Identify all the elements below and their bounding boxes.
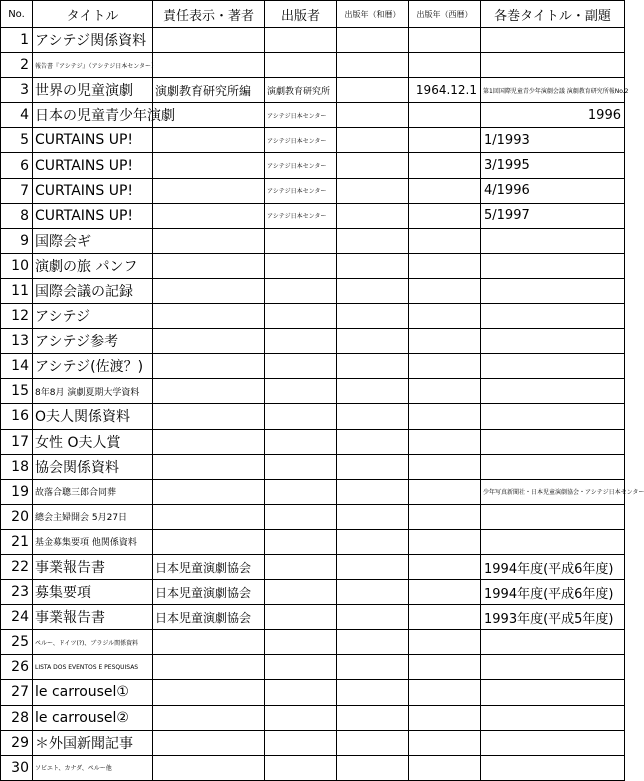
row-year-western	[409, 404, 481, 429]
table-row	[1, 228, 625, 253]
row-year-japanese	[337, 379, 409, 404]
table-row	[1, 454, 625, 479]
row-publisher	[265, 253, 337, 278]
row-author	[153, 705, 265, 730]
table-row	[1, 529, 625, 554]
row-year-western	[409, 580, 481, 605]
row-number: 1	[1, 28, 33, 53]
row-title: 協会関係資料	[33, 454, 153, 479]
row-publisher	[265, 228, 337, 253]
row-publisher	[265, 580, 337, 605]
row-author	[153, 153, 265, 178]
table-row	[1, 730, 625, 755]
row-publisher: アシテジ日本センター	[265, 203, 337, 228]
row-year-western	[409, 730, 481, 755]
row-author	[153, 479, 265, 504]
row-year-western	[409, 605, 481, 630]
row-title: 国際会ギ	[33, 228, 153, 253]
row-year-japanese	[337, 705, 409, 730]
row-year-japanese	[337, 329, 409, 354]
table-row	[1, 504, 625, 529]
row-volume-title	[481, 454, 625, 479]
row-year-western	[409, 153, 481, 178]
row-volume-title	[481, 28, 625, 53]
row-volume-title	[481, 404, 625, 429]
row-year-western	[409, 454, 481, 479]
row-title: アシテジ	[33, 304, 153, 329]
header-row	[1, 1, 625, 28]
table-row	[1, 379, 625, 404]
row-year-western	[409, 655, 481, 680]
row-volume-title: 5/1997	[481, 203, 625, 228]
row-year-western	[409, 680, 481, 705]
row-number: 17	[1, 429, 33, 454]
row-volume-title: 1/1993	[481, 128, 625, 153]
row-title: アシテジ(佐渡？)	[33, 354, 153, 379]
row-number: 19	[1, 479, 33, 504]
row-year-western	[409, 429, 481, 454]
row-author	[153, 529, 265, 554]
row-volume-title: 3/1995	[481, 153, 625, 178]
row-number: 4	[1, 103, 33, 128]
row-title: CURTAINS UP!	[33, 203, 153, 228]
row-author	[153, 253, 265, 278]
row-volume-title: 1993年度(平成5年度)	[481, 605, 625, 630]
row-volume-title	[481, 680, 625, 705]
row-year-western	[409, 103, 481, 128]
row-title: 總会主婦開会 5月27日	[33, 504, 153, 529]
row-author	[153, 404, 265, 429]
table-row	[1, 605, 625, 630]
row-author	[153, 329, 265, 354]
row-year-japanese	[337, 103, 409, 128]
row-title: 故落合聰三郎合同葬	[33, 479, 153, 504]
row-author	[153, 354, 265, 379]
row-year-western	[409, 203, 481, 228]
header-author: 責任表示・著者	[153, 1, 265, 28]
table-row	[1, 680, 625, 705]
row-number: 26	[1, 655, 33, 680]
row-number: 13	[1, 329, 33, 354]
row-title: 基金募集要項 他関係資料	[33, 529, 153, 554]
row-number: 6	[1, 153, 33, 178]
row-year-japanese	[337, 630, 409, 655]
row-year-western	[409, 329, 481, 354]
row-number: 23	[1, 580, 33, 605]
row-title: le carrousel②	[33, 705, 153, 730]
row-author	[153, 203, 265, 228]
row-volume-title	[481, 379, 625, 404]
table-row	[1, 203, 625, 228]
header-title: タイトル	[33, 1, 153, 28]
row-title: 募集要項	[33, 580, 153, 605]
table-row	[1, 755, 625, 780]
row-volume-title: 第1回国際児童青少年演劇会議 演劇教育研究所報No.2	[481, 78, 625, 103]
row-year-western	[409, 479, 481, 504]
row-publisher: アシテジ日本センター	[265, 103, 337, 128]
row-publisher	[265, 705, 337, 730]
row-number: 10	[1, 253, 33, 278]
table-row	[1, 580, 625, 605]
row-author	[153, 755, 265, 780]
row-number: 30	[1, 755, 33, 780]
row-year-western	[409, 178, 481, 203]
row-year-japanese	[337, 554, 409, 579]
row-number: 3	[1, 78, 33, 103]
row-volume-title	[481, 504, 625, 529]
row-number: 12	[1, 304, 33, 329]
table-row	[1, 655, 625, 680]
row-number: 11	[1, 278, 33, 303]
row-author	[153, 730, 265, 755]
row-number: 16	[1, 404, 33, 429]
row-volume-title	[481, 278, 625, 303]
row-year-japanese	[337, 479, 409, 504]
header-year-western: 出版年（西暦）	[409, 1, 481, 28]
row-year-western	[409, 379, 481, 404]
row-number: 14	[1, 354, 33, 379]
row-volume-title	[481, 630, 625, 655]
row-publisher	[265, 278, 337, 303]
row-year-japanese	[337, 504, 409, 529]
row-publisher	[265, 404, 337, 429]
table-row	[1, 103, 625, 128]
row-number: 28	[1, 705, 33, 730]
row-author	[153, 28, 265, 53]
row-year-western	[409, 28, 481, 53]
row-year-japanese	[337, 755, 409, 780]
table-row	[1, 253, 625, 278]
row-year-western	[409, 228, 481, 253]
row-volume-title: 1994年度(平成6年度)	[481, 554, 625, 579]
row-title: O夫人関係資料	[33, 404, 153, 429]
row-volume-title	[481, 329, 625, 354]
row-number: 7	[1, 178, 33, 203]
row-number: 9	[1, 228, 33, 253]
row-title: ペルー、ドイツ(?)、ブラジル関係資料	[33, 630, 153, 655]
row-year-western	[409, 504, 481, 529]
row-year-western	[409, 278, 481, 303]
row-number: 22	[1, 554, 33, 579]
row-publisher	[265, 529, 337, 554]
row-title: le carrousel①	[33, 680, 153, 705]
row-year-japanese	[337, 680, 409, 705]
row-year-japanese	[337, 278, 409, 303]
row-year-western	[409, 529, 481, 554]
row-publisher: アシテジ日本センター	[265, 178, 337, 203]
row-number: 24	[1, 605, 33, 630]
row-volume-title	[481, 228, 625, 253]
row-author: 日本児童演劇協会	[153, 554, 265, 579]
row-publisher	[265, 379, 337, 404]
row-author	[153, 454, 265, 479]
row-author	[153, 630, 265, 655]
row-author	[153, 228, 265, 253]
row-title: 8年8月 演劇夏期大学資料	[33, 379, 153, 404]
row-year-japanese	[337, 354, 409, 379]
row-year-japanese	[337, 304, 409, 329]
row-volume-title: 少年写真新聞社・日本児童演劇協会・アシテジ日本センター	[481, 479, 625, 504]
row-volume-title: 4/1996	[481, 178, 625, 203]
row-volume-title	[481, 705, 625, 730]
row-author	[153, 128, 265, 153]
table-row	[1, 404, 625, 429]
table-row	[1, 354, 625, 379]
row-publisher	[265, 755, 337, 780]
header-year-japanese: 出版年（和暦）	[337, 1, 409, 28]
row-year-western: 1964.12.1	[409, 78, 481, 103]
table-row	[1, 705, 625, 730]
row-year-japanese	[337, 28, 409, 53]
row-author	[153, 304, 265, 329]
row-year-japanese	[337, 78, 409, 103]
row-volume-title: 1994年度(平成6年度)	[481, 580, 625, 605]
row-number: 5	[1, 128, 33, 153]
row-title: アシテジ参考	[33, 329, 153, 354]
row-year-japanese	[337, 655, 409, 680]
row-year-japanese	[337, 404, 409, 429]
table-row	[1, 554, 625, 579]
row-volume-title	[481, 730, 625, 755]
row-volume-title	[481, 304, 625, 329]
row-year-japanese	[337, 429, 409, 454]
row-volume-title	[481, 429, 625, 454]
row-publisher	[265, 680, 337, 705]
row-publisher	[265, 730, 337, 755]
table-row	[1, 28, 625, 53]
row-year-japanese	[337, 153, 409, 178]
row-publisher	[265, 53, 337, 78]
table-row	[1, 429, 625, 454]
row-number: 29	[1, 730, 33, 755]
row-volume-title	[481, 655, 625, 680]
row-year-western	[409, 554, 481, 579]
table-row	[1, 178, 625, 203]
row-title: CURTAINS UP!	[33, 128, 153, 153]
row-year-japanese	[337, 228, 409, 253]
row-number: 27	[1, 680, 33, 705]
row-year-japanese	[337, 605, 409, 630]
row-year-western	[409, 128, 481, 153]
row-year-western	[409, 53, 481, 78]
row-publisher	[265, 479, 337, 504]
table-row	[1, 153, 625, 178]
row-year-western	[409, 354, 481, 379]
row-publisher: 演劇教育研究所	[265, 78, 337, 103]
row-volume-title	[481, 529, 625, 554]
row-volume-title	[481, 755, 625, 780]
table-row	[1, 630, 625, 655]
table-row	[1, 278, 625, 303]
table-row	[1, 53, 625, 78]
row-number: 2	[1, 53, 33, 78]
row-author	[153, 429, 265, 454]
row-year-western	[409, 705, 481, 730]
row-volume-title: 1996	[481, 103, 625, 128]
row-number: 15	[1, 379, 33, 404]
table-row	[1, 304, 625, 329]
row-year-japanese	[337, 128, 409, 153]
table-row	[1, 479, 625, 504]
row-number: 18	[1, 454, 33, 479]
table-row	[1, 128, 625, 153]
row-title: 国際会議の記録	[33, 278, 153, 303]
row-volume-title	[481, 53, 625, 78]
row-author	[153, 53, 265, 78]
row-author: 日本児童演劇協会	[153, 605, 265, 630]
row-volume-title	[481, 253, 625, 278]
row-publisher	[265, 504, 337, 529]
row-title: ＊外国新聞記事	[33, 730, 153, 755]
row-number: 25	[1, 630, 33, 655]
row-author	[153, 379, 265, 404]
row-publisher	[265, 354, 337, 379]
row-title: 事業報告書	[33, 605, 153, 630]
table-row	[1, 329, 625, 354]
row-number: 21	[1, 529, 33, 554]
row-author	[153, 680, 265, 705]
row-title: LISTA DOS EVENTOS E PESQUISAS	[33, 655, 153, 680]
row-publisher	[265, 554, 337, 579]
row-author	[153, 178, 265, 203]
row-publisher	[265, 429, 337, 454]
row-year-japanese	[337, 53, 409, 78]
table-row	[1, 78, 625, 103]
row-author: 日本児童演劇協会	[153, 580, 265, 605]
row-year-japanese	[337, 730, 409, 755]
row-year-japanese	[337, 580, 409, 605]
header-volume-title: 各巻タイトル・副題	[481, 1, 625, 28]
row-title: CURTAINS UP!	[33, 153, 153, 178]
row-year-japanese	[337, 454, 409, 479]
row-title: 報告書『アシテジ』（アシテジ日本センター）	[33, 53, 153, 78]
row-publisher	[265, 655, 337, 680]
row-year-western	[409, 304, 481, 329]
row-title: 女性 O夫人賞	[33, 429, 153, 454]
row-year-japanese	[337, 203, 409, 228]
row-volume-title	[481, 354, 625, 379]
row-publisher	[265, 28, 337, 53]
row-year-japanese	[337, 178, 409, 203]
row-number: 20	[1, 504, 33, 529]
row-publisher	[265, 329, 337, 354]
row-title: 世界の児童演劇	[33, 78, 153, 103]
header-publisher: 出版者	[265, 1, 337, 28]
row-title: 事業報告書	[33, 554, 153, 579]
row-author	[153, 278, 265, 303]
row-publisher	[265, 454, 337, 479]
row-publisher	[265, 304, 337, 329]
row-year-western	[409, 630, 481, 655]
row-number: 8	[1, 203, 33, 228]
row-publisher: アシテジ日本センター	[265, 153, 337, 178]
row-publisher	[265, 630, 337, 655]
row-title: ソビエト、カナダ、ペルー他	[33, 755, 153, 780]
row-year-western	[409, 755, 481, 780]
row-year-western	[409, 253, 481, 278]
row-year-japanese	[337, 253, 409, 278]
row-author: 演劇教育研究所編	[153, 78, 265, 103]
row-author	[153, 504, 265, 529]
row-title: アシテジ関係資料	[33, 28, 153, 53]
row-author	[153, 655, 265, 680]
row-title: 演劇の旅 パンフ	[33, 253, 153, 278]
header-no: No.	[1, 1, 33, 28]
row-title: 日本の児童青少年演劇	[33, 103, 153, 128]
row-title: CURTAINS UP!	[33, 178, 153, 203]
row-publisher	[265, 605, 337, 630]
row-publisher: アシテジ日本センター	[265, 128, 337, 153]
row-year-japanese	[337, 529, 409, 554]
